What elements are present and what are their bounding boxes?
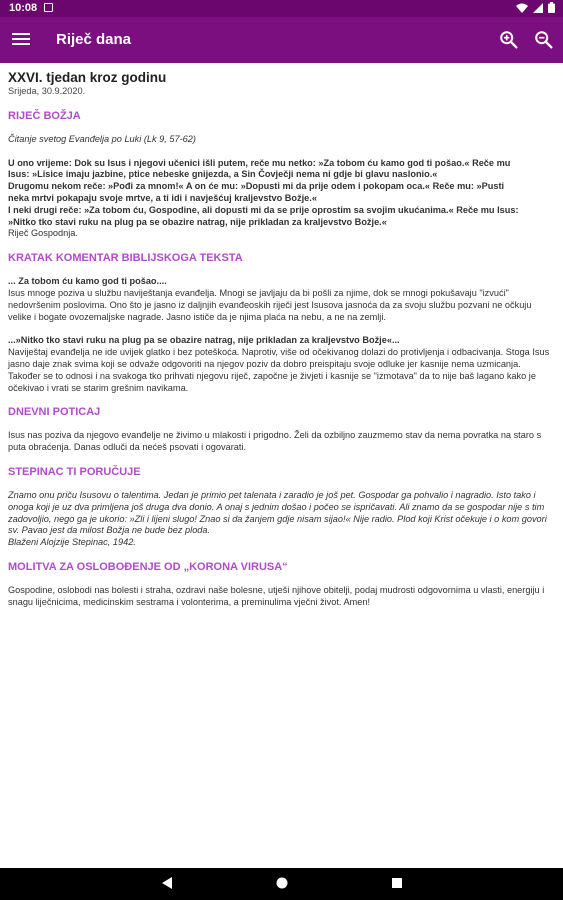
- stepinac-text: Znamo onu priču Isusovu o talentima. Jedan je primio pet talenata i zaradio je još pet. Gospodar ga pohvalio i nagradio. Isto tako i onoga koji je uz dva primljena još druga dva donio. A onaj s jednim došao i počeo se ispričavati. Ali znamo da se gospodar nije s tim zadovoljio, nego ga je ukorio: »Zli i lijeni slugo! Znao si da žanjem gdje nisam sijao!« Nije radio. Plod koji Krist očekuje i o kom govori sv. Pavao jest da milost Božja ne bude bez ploda.: [8, 489, 547, 536]
- notification-icon: [44, 3, 53, 12]
- reading-content[interactable]: [0, 63, 563, 868]
- zoom-in-icon[interactable]: [498, 29, 520, 51]
- gospel-line: I neki drugi reče: »Za tobom ću, Gospodine, ali dopusti mi da se prije oprostim sa svojim ukućanima.« Reče mu Isus:: [8, 204, 519, 215]
- page-title: XXVI. tjedan kroz godinu: [8, 70, 167, 85]
- recents-icon[interactable]: [390, 876, 404, 890]
- section-heading-stepinac: STEPINAC TI PORUČUJE: [8, 465, 141, 478]
- gospel-line: »Nitko tko stavi ruku na plug pa se obazire natrag, nije prikladan za kraljevstvo Božje.«: [8, 216, 387, 227]
- stepinac-signature: Blaženi Alojzije Stepinac, 1942.: [8, 537, 136, 548]
- gospel-line: Drugomu nekom reče: »Pođi za mnom!« A on će mu: »Dopusti mi da prije odem i pokopam oca.« Reče mu: »Pusti: [8, 181, 505, 192]
- section-heading-komentar: KRATAK KOMENTAR BIBLIJSKOGA TEKSTA: [8, 252, 243, 265]
- status-time: 10:08: [9, 2, 38, 14]
- gospel-line: Isus: »Lisice imaju jazbine, ptice nebeske gnijezda, a Sin Čovječji nema ni gdje bi glavu naslonio.«: [8, 169, 438, 180]
- section-heading-rijec-bozja: RIJEČ BOŽJA: [8, 109, 81, 122]
- gospel-line: neka mrtvi pokapaju svoje mrtve, a ti idi i navješćuj kraljevstvo Božje.«: [8, 192, 317, 203]
- comment-paragraph-1: Isus mnoge poziva u službu naviještanja evanđelja. Mnogi se javljaju da bi pošli za njime, dok se mnogi pokušavaju "izvući" nedovršenim poslovima. Ono što je jasno iz daljnjih evanđeoskih riječi jest Isusova jasnoća da za svoju službu pozvani ne očkuju velike i bogate ovozemaljske nagrade. Jasno ističe da je njima plaća na nebu, a ne na zemlji.: [8, 287, 532, 322]
- comment-paragraph-2: Naviještaj evanđelja ne ide uvijek glatko i bez poteškoća. Naprotiv, više od očekivanog dolazi do protivljenja i odbacivanja. Stoga Isus jasno daje znak svima koji se odvaže odgovoriti na njegov poziv da dobro preispitaju svoje odluke jer kasnije nema uzmicanja. Također se to odnosi i na svakoga tko prihvati njegovu riječ, započne je živjeti i kasnije se "izmotava" da to nije baš lagano kako je očekivao i vrati se starim grešnim navikama.: [8, 347, 550, 393]
- home-icon[interactable]: [275, 876, 289, 890]
- section-heading-molitva: MOLITVA ZA OSLOBOĐENJE OD „KORONA VIRUSA“: [8, 560, 288, 573]
- comment-lead-2: ...»Nitko tko stavi ruku na plug pa se obazire natrag, nije prikladan za kraljevstvo Božje«...: [8, 335, 400, 346]
- page-date: Srijeda, 30.9.2020.: [8, 86, 86, 96]
- status-icons: [516, 2, 555, 13]
- battery-icon: [548, 2, 555, 13]
- comment-lead-1: ... Za tobom ću kamo god ti pošao....: [8, 276, 167, 287]
- signal-icon: [533, 3, 543, 13]
- poticaj-text: Isus nas poziva da njegovo evanđelje ne živimo u mlakosti i prigodno. Želi da ozbiljno zauzmemo stav da nema povratka na staro s puta obraćenja. Danas odluči da nećeš psovati i ogovarati.: [8, 430, 542, 453]
- gospel-closing: Riječ Gospodnja.: [8, 228, 78, 239]
- app-title: Riječ dana: [56, 31, 132, 48]
- app-bar: [0, 17, 563, 63]
- molitva-text: Gospodine, oslobodi nas bolesti i straha, ozdravi naše bolesne, utješi njihove obitelji, podaj mudrosti odgovornima u vlasti, energiju i snagu liječnicima, medicinskim sestrama i volonterima, a preminulima vječni život. Amen!: [8, 584, 545, 607]
- gospel-line: U ono vrijeme: Dok su Isus i njegovi učenici išli putem, reče mu netko: »Za tobom ću kamo god ti pošao.« Reče mu: [8, 157, 511, 168]
- reading-reference: Čitanje svetog Evanđelja po Luki (Lk 9, 57-62): [8, 133, 196, 144]
- status-bar: [0, 0, 563, 17]
- zoom-out-icon[interactable]: [533, 29, 555, 51]
- gospel-text: [8, 158, 555, 229]
- section-heading-poticaj: DNEVNI POTICAJ: [8, 406, 101, 419]
- menu-icon[interactable]: [12, 30, 30, 50]
- back-icon[interactable]: [160, 876, 174, 890]
- wifi-icon: [516, 3, 528, 13]
- navigation-bar: [0, 868, 563, 900]
